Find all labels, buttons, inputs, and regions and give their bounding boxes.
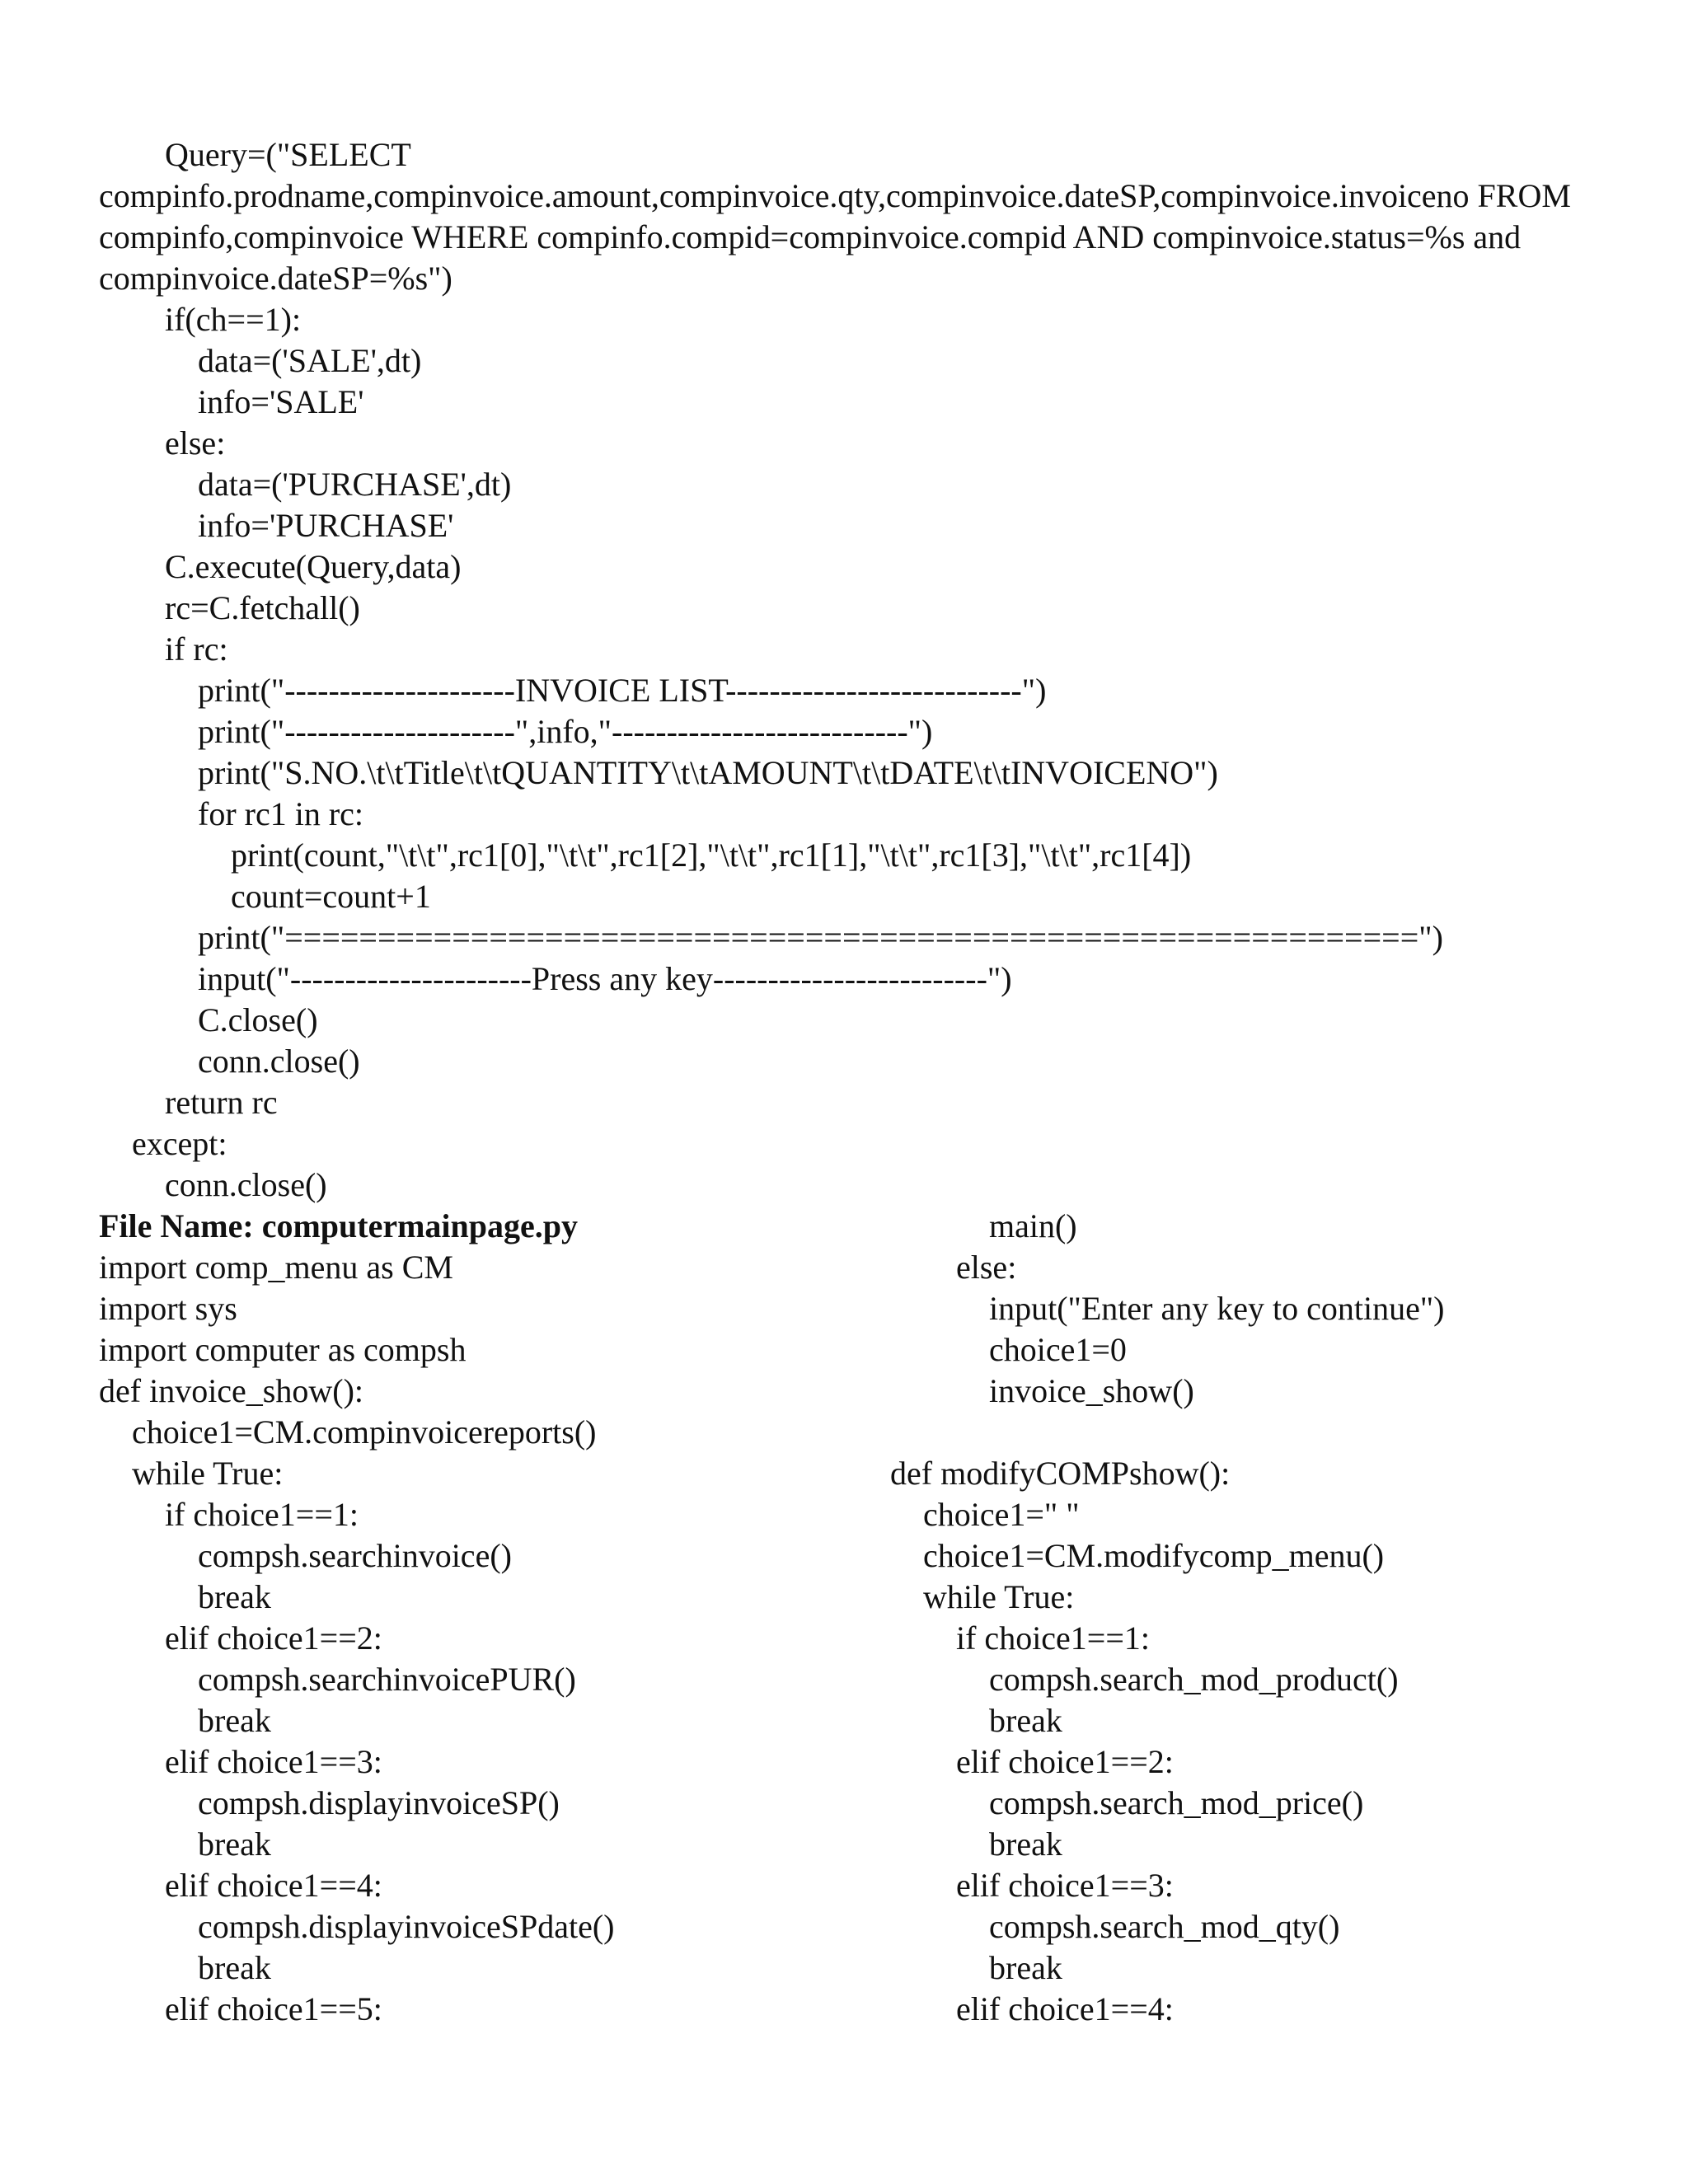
code-line: print("S.NO.\t\tTitle\t\tQUANTITY\t\tAMOUNT\t\tDATE\t\tINVOICENO") xyxy=(198,754,1218,791)
code-line: else: xyxy=(165,424,226,462)
code-line: import computer as compsh xyxy=(99,1331,467,1368)
code-line: def modifyCOMPshow(): xyxy=(890,1455,1231,1492)
code-line: break xyxy=(198,1949,271,1986)
code-line: while True: xyxy=(923,1578,1075,1615)
code-line: if choice1==1: xyxy=(956,1619,1151,1657)
code-line: data=('SALE',dt) xyxy=(198,342,422,379)
code-line: if choice1==1: xyxy=(165,1496,359,1533)
code-line: elif choice1==5: xyxy=(165,1990,382,2027)
code-line: for rc1 in rc: xyxy=(198,795,364,832)
code-line: compsh.search_mod_product() xyxy=(989,1661,1399,1698)
code-line: compsh.displayinvoiceSP() xyxy=(198,1784,560,1821)
code-line: if rc: xyxy=(165,630,228,668)
code-line: input("----------------------Press any key-------------------------") xyxy=(198,960,1012,997)
code-line: break xyxy=(198,1825,271,1863)
file-name-heading: File Name: computermainpage.py xyxy=(99,1207,579,1244)
code-line: C.execute(Query,data) xyxy=(165,548,462,585)
code-line: else: xyxy=(956,1249,1017,1286)
code-line: C.close() xyxy=(198,1001,318,1038)
code-line: invoice_show() xyxy=(989,1372,1194,1409)
code-line: break xyxy=(989,1702,1062,1739)
code-line: import comp_menu as CM xyxy=(99,1249,453,1286)
code-line: data=('PURCHASE',dt) xyxy=(198,466,512,503)
code-line: input("Enter any key to continue") xyxy=(989,1290,1445,1327)
code-line: print("=============================================================") xyxy=(198,919,1443,956)
code-line: rc=C.fetchall() xyxy=(165,589,360,626)
code-line: main() xyxy=(989,1207,1077,1244)
code-line: elif choice1==2: xyxy=(956,1743,1174,1780)
code-line: compinfo,compinvoice WHERE compinfo.compid=compinvoice.compid AND compinvoice.status=%s and xyxy=(99,218,1522,255)
code-line: compsh.search_mod_qty() xyxy=(989,1908,1340,1945)
code-line: elif choice1==2: xyxy=(165,1619,382,1657)
code-line: elif choice1==4: xyxy=(956,1990,1174,2027)
code-line: compinvoice.dateSP=%s") xyxy=(99,260,452,297)
code-line: def invoice_show(): xyxy=(99,1372,364,1409)
code-line: break xyxy=(989,1825,1062,1863)
code-line: print(count,"\t\t",rc1[0],"\t\t",rc1[2],"\t\t",rc1[1],"\t\t",rc1[3],"\t\t",rc1[4]) xyxy=(231,837,1192,874)
code-line: conn.close() xyxy=(165,1166,327,1203)
code-line: compinfo.prodname,compinvoice.amount,compinvoice.qty,compinvoice.dateSP,compinvoice.invoiceno FROM xyxy=(99,177,1571,214)
code-line: choice1=0 xyxy=(989,1331,1127,1368)
code-line: compsh.searchinvoicePUR() xyxy=(198,1661,576,1698)
code-line: import sys xyxy=(99,1290,237,1327)
code-line: elif choice1==4: xyxy=(165,1867,382,1904)
code-line: elif choice1==3: xyxy=(165,1743,382,1780)
code-line: choice1=CM.modifycomp_menu() xyxy=(923,1537,1385,1574)
code-line: Query=("SELECT xyxy=(165,136,411,173)
code-line: choice1=CM.compinvoicereports() xyxy=(132,1413,597,1451)
code-line: count=count+1 xyxy=(231,878,431,915)
code-line: break xyxy=(198,1578,271,1615)
code-line: info='SALE' xyxy=(198,383,364,420)
code-line: while True: xyxy=(132,1455,284,1492)
code-line: choice1=" " xyxy=(923,1496,1080,1533)
code-line: print("---------------------INVOICE LIST---------------------------") xyxy=(198,672,1047,709)
code-line: print("---------------------",info,"---------------------------") xyxy=(198,713,933,750)
code-line: elif choice1==3: xyxy=(956,1867,1174,1904)
code-line: except: xyxy=(132,1125,227,1162)
code-line: break xyxy=(989,1949,1062,1986)
code-line: return rc xyxy=(165,1084,278,1121)
code-line: if(ch==1): xyxy=(165,301,302,338)
code-line: compsh.searchinvoice() xyxy=(198,1537,512,1574)
code-line: compsh.search_mod_price() xyxy=(989,1784,1364,1821)
code-line: info='PURCHASE' xyxy=(198,507,454,544)
code-line: conn.close() xyxy=(198,1043,360,1080)
code-line: break xyxy=(198,1702,271,1739)
code-line: compsh.displayinvoiceSPdate() xyxy=(198,1908,615,1945)
